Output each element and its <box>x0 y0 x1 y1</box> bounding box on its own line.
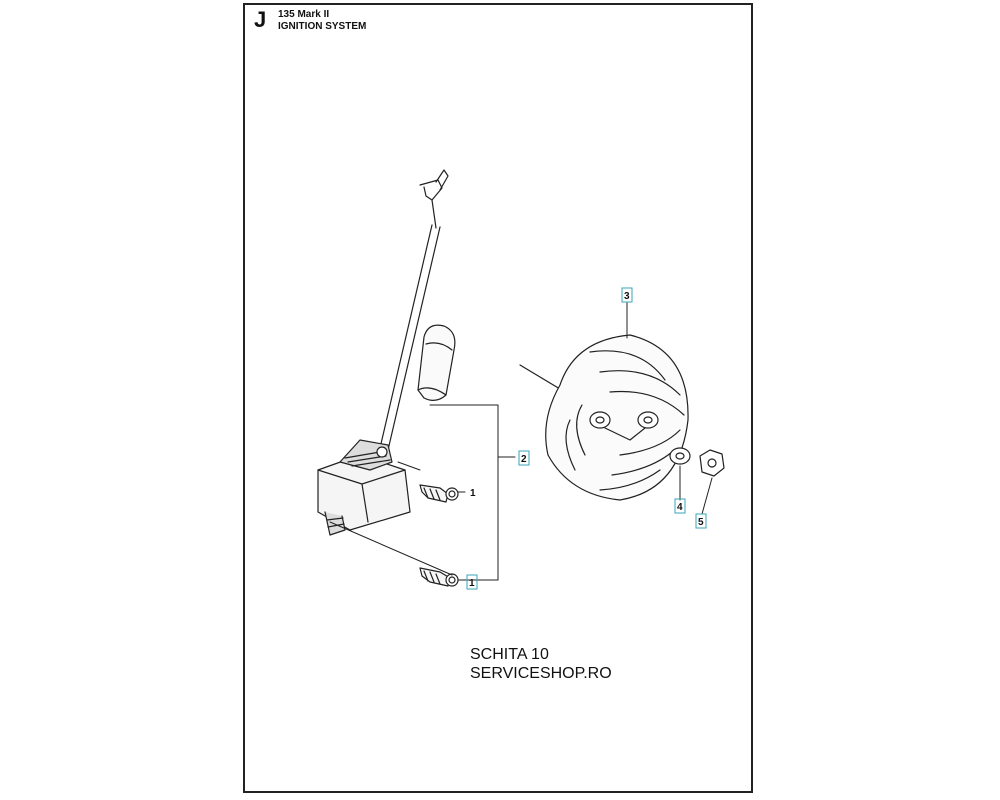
screw-upper <box>420 485 458 502</box>
callout-2 <box>519 451 529 465</box>
nut <box>700 450 724 476</box>
callout-1-lower-label: 1 <box>469 578 475 589</box>
callout-1-upper-label: 1 <box>470 488 476 499</box>
callout-2-label: 2 <box>521 454 527 465</box>
callout-1-upper <box>470 488 476 499</box>
section-letter: J <box>254 7 267 32</box>
sheet-number: SCHITA 10 <box>470 646 549 663</box>
model-title: 135 Mark II <box>278 9 330 20</box>
callout-3 <box>622 288 632 302</box>
callout-5-label: 5 <box>698 517 704 528</box>
callout-4-label: 4 <box>677 502 683 513</box>
callout-4 <box>675 499 685 513</box>
shop-name: SERVICESHOP.RO <box>470 665 612 682</box>
callout-1-lower <box>467 575 477 589</box>
ignition-coil <box>318 170 455 535</box>
screw-lower <box>420 568 458 586</box>
washer <box>670 448 690 464</box>
callout-3-label: 3 <box>624 291 630 302</box>
system-title: IGNITION SYSTEM <box>278 21 367 32</box>
flywheel <box>520 335 688 500</box>
callout-5 <box>696 514 706 528</box>
